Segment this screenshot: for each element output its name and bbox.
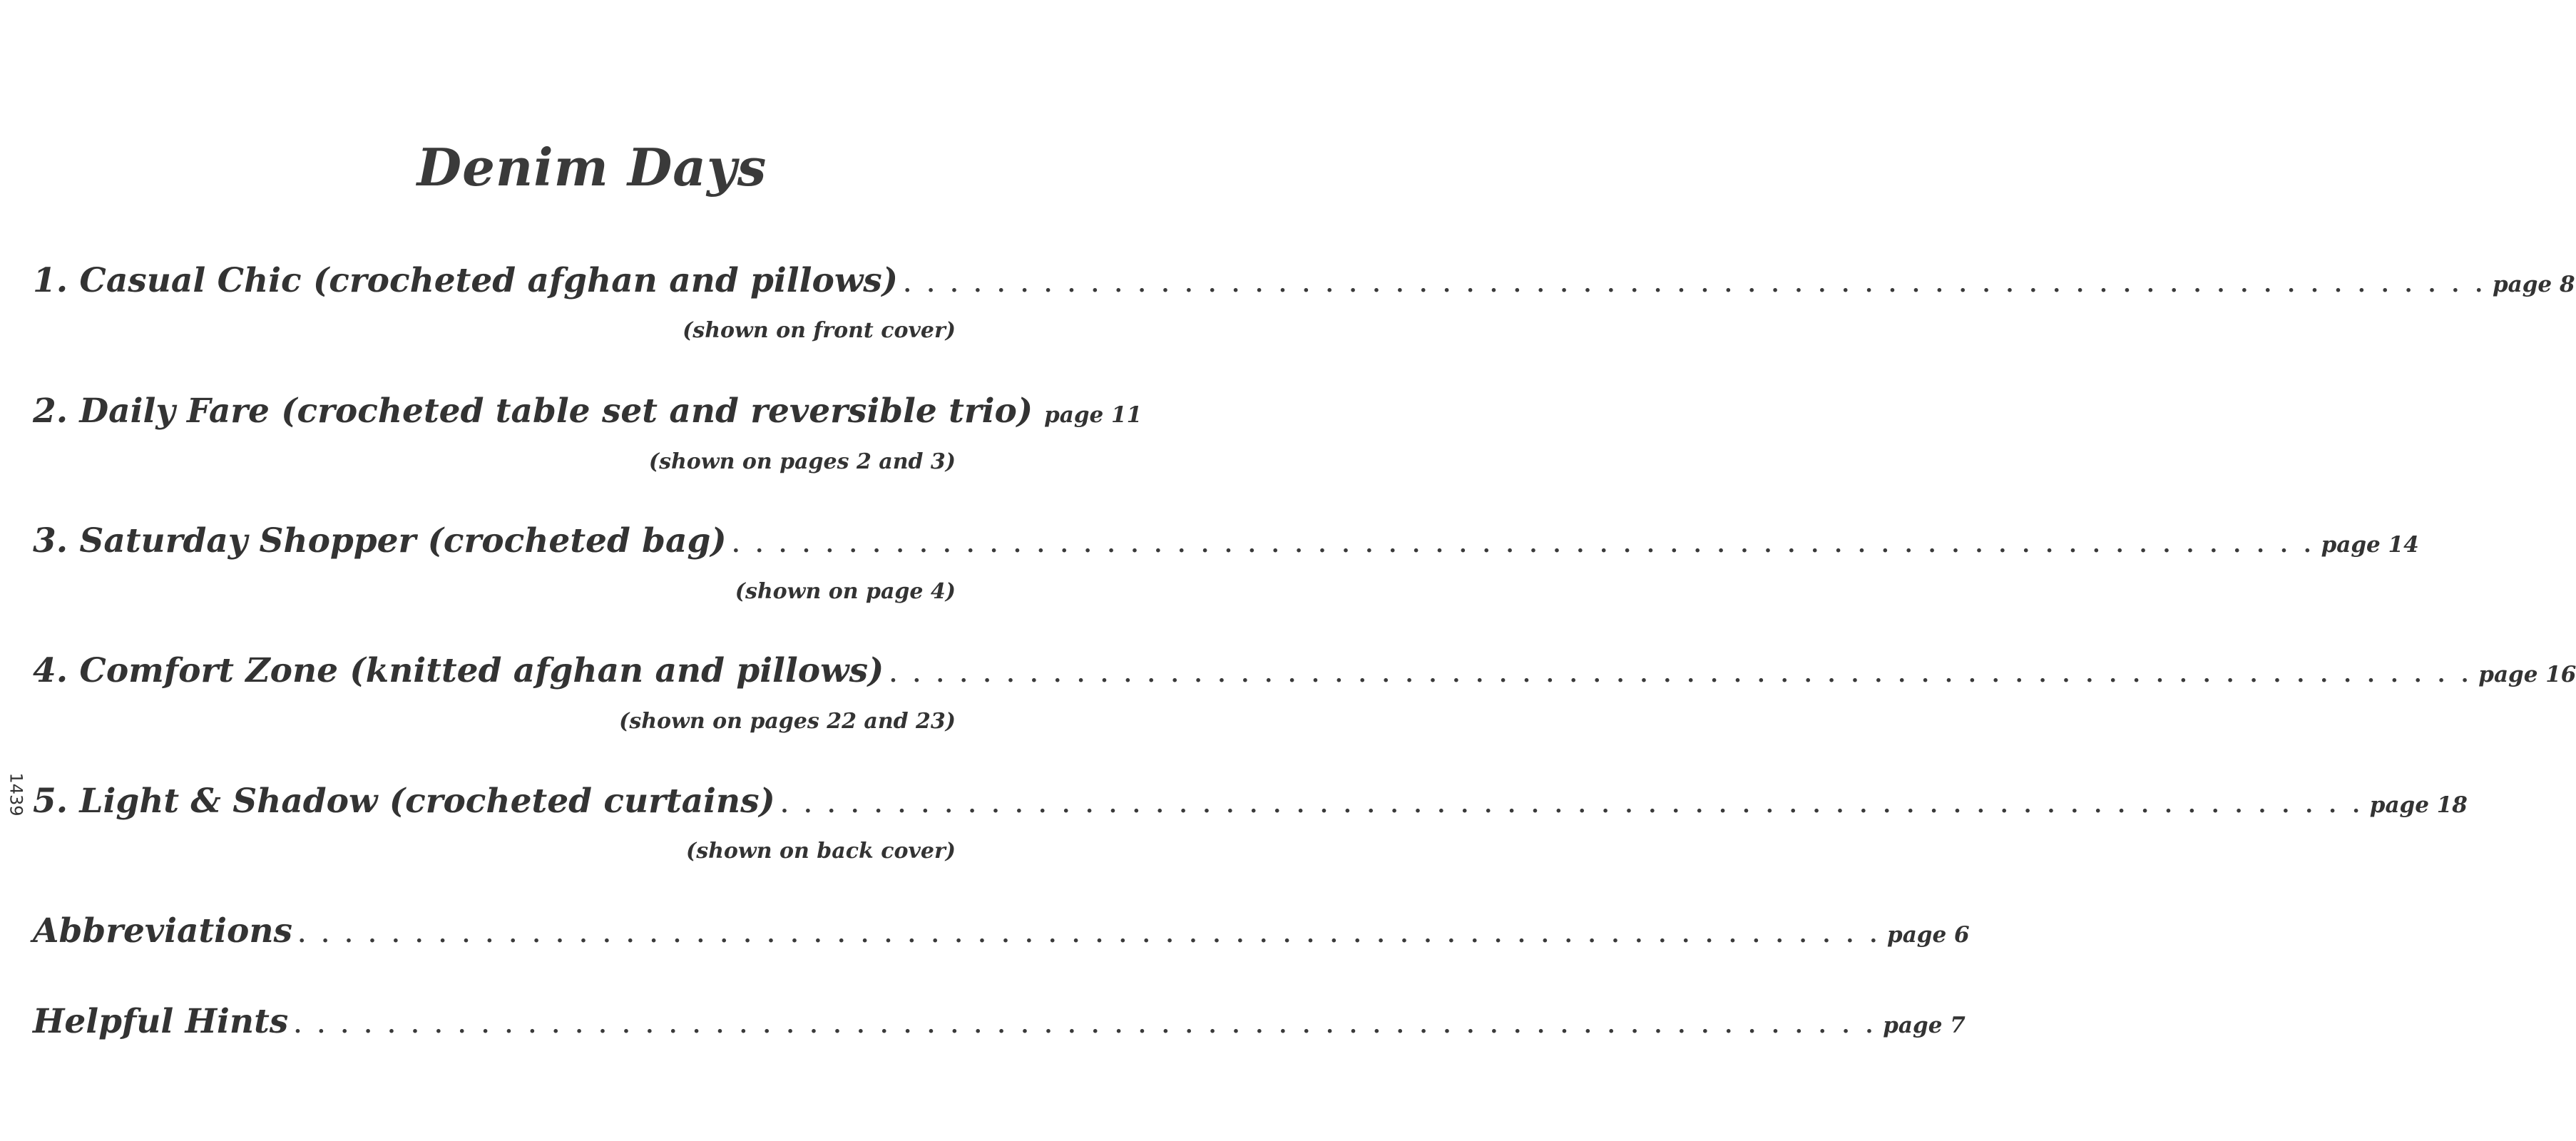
toc-entry-5 bbox=[33, 782, 2468, 821]
toc-entry-page: page 11 bbox=[1044, 402, 1143, 428]
toc-entry-page: page 6 bbox=[1887, 922, 1970, 948]
toc-entry-abbreviations bbox=[33, 911, 1970, 951]
side-catalog-number: 1439 bbox=[6, 772, 26, 817]
toc-entry-note: (shown on front cover) bbox=[683, 318, 956, 343]
toc-entry-page: page 18 bbox=[2369, 792, 2468, 818]
toc-entry-label: Abbreviations bbox=[33, 911, 293, 951]
dot-leader: . . . . . . . . . . . . . . . . . . . . . . . . . . . . . . . . . . . . . . . . . . . . . . . . . . . . . . . . . . . . . . . . . . . . bbox=[294, 1013, 1878, 1038]
toc-entry-1 bbox=[33, 261, 2575, 300]
toc-entry-page: page 16 bbox=[2478, 662, 2576, 687]
toc-entry-label: 1. Casual Chic (crocheted afghan and pillows) bbox=[33, 261, 898, 300]
dot-leader: . . . . . . . . . . . . . . . . . . . . . . . . . . . . . . . . . . . . . . . . . . . . . . . . . . . . . . . . . . . . . . . . . . . . bbox=[298, 923, 1882, 948]
toc-entry-3 bbox=[33, 521, 2419, 561]
toc-entry-helpful-hints bbox=[33, 1002, 1966, 1041]
dot-leader: . . . . . . . . . . . . . . . . . . . . . . . . . . . . . . . . . . . . . . . . . . . . . . . . . . . . . . . . . . . . . . . . . . . . bbox=[903, 272, 2487, 297]
toc-entry-page: page 8 bbox=[2492, 272, 2575, 297]
toc-entry-label: Helpful Hints bbox=[33, 1002, 289, 1041]
toc-entry-note: (shown on page 4) bbox=[735, 579, 956, 604]
toc-entry-label: 2. Daily Fare (crocheted table set and reversible trio) bbox=[33, 392, 1033, 431]
toc-entry-page: page 7 bbox=[1883, 1013, 1966, 1038]
toc-entry-page: page 14 bbox=[2321, 532, 2419, 558]
toc-entry-note: (shown on pages 2 and 3) bbox=[648, 449, 956, 474]
toc-entry-label: 3. Saturday Shopper (crocheted bag) bbox=[33, 521, 727, 561]
page-title: Denim Days bbox=[416, 137, 767, 198]
dot-leader: . . . . . . . . . . . . . . . . . . . . . . . . . . . . . . . . . . . . . . . . . . . . . . . . . . . . . . . . . . . . . . . . . . . . bbox=[732, 533, 2316, 558]
dot-leader: . . . . . . . . . . . . . . . . . . . . . . . . . . . . . . . . . . . . . . . . . . . . . . . . . . . . . . . . . . . . . . . . . . . . bbox=[889, 662, 2473, 687]
toc-entry-label: 5. Light & Shadow (crocheted curtains) bbox=[33, 782, 775, 821]
toc-entry-note: (shown on pages 22 and 23) bbox=[619, 709, 956, 734]
toc-entry-4 bbox=[33, 651, 2576, 690]
toc-entry-2 bbox=[33, 392, 1143, 431]
toc-entry-note: (shown on back cover) bbox=[686, 839, 956, 864]
toc-entry-label: 4. Comfort Zone (knitted afghan and pillows) bbox=[33, 651, 884, 690]
dot-leader: . . . . . . . . . . . . . . . . . . . . . . . . . . . . . . . . . . . . . . . . . . . . . . . . . . . . . . . . . . . . . . . . . . . . bbox=[780, 793, 2364, 818]
